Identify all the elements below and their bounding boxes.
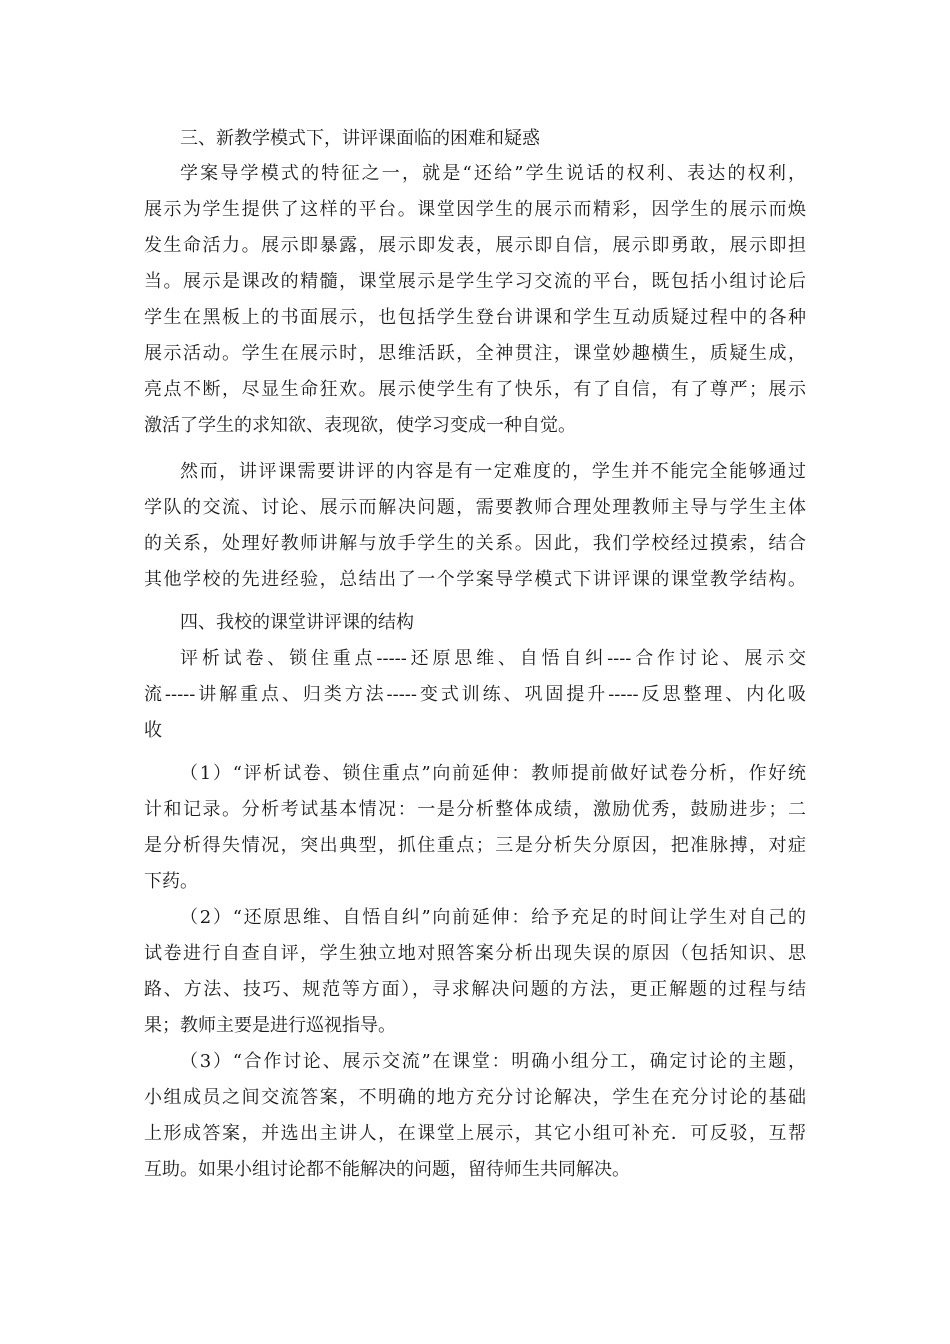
- section-heading-4: 四、我校的课堂讲评课的结构: [180, 612, 414, 633]
- paragraph-line: 上形成答案，并选出主讲人，在课堂上展示，其它小组可补充．可反驳，互帮: [144, 1123, 806, 1144]
- paragraph-line: 计和记录。分析考试基本情况：一是分析整体成绩，激励优秀，鼓励进步；二: [144, 799, 806, 820]
- paragraph-line: 下药。: [144, 871, 198, 892]
- paragraph-line: 评析试卷、锁住重点-----还原思维、自悟自纠----合作讨论、展示交: [180, 648, 806, 669]
- paragraph-line: 是分析得失情况，突出典型，抓住重点；三是分析失分原因，把准脉搏，对症: [144, 835, 806, 856]
- paragraph-line: 学案导学模式的特征之一，就是“还给”学生说话的权利、表达的权利，: [180, 163, 806, 184]
- paragraph-line: 亮点不断，尽显生命狂欢。展示使学生有了快乐，有了自信，有了尊严；展示: [144, 379, 806, 400]
- paragraph-line: （2）“还原思维、自悟自纠”向前延伸：给予充足的时间让学生对自己的: [180, 907, 806, 928]
- paragraph-line: 其他学校的先进经验，总结出了一个学案导学模式下讲评课的课堂教学结构。: [144, 569, 806, 590]
- paragraph-line: （3）“合作讨论、展示交流”在课堂：明确小组分工，确定讨论的主题，: [180, 1051, 806, 1072]
- paragraph-line: 的关系，处理好教师讲解与放手学生的关系。因此，我们学校经过摸索，结合: [144, 533, 806, 554]
- paragraph-line: 小组成员之间交流答案，不明确的地方充分讨论解决，学生在充分讨论的基础: [144, 1087, 806, 1108]
- paragraph-line: 发生命活力。展示即暴露，展示即发表，展示即自信，展示即勇敢，展示即担: [144, 235, 806, 256]
- paragraph-line: 流-----讲解重点、归类方法-----变式训练、巩固提升-----反思整理、内化吸: [144, 684, 806, 705]
- paragraph-line: 路、方法、技巧、规范等方面），寻求解决问题的方法，更正解题的过程与结: [144, 979, 806, 1000]
- paragraph-line: 互助。如果小组讨论都不能解决的问题，留待师生共同解决。: [144, 1159, 630, 1180]
- paragraph-line: 学生在黑板上的书面展示，也包括学生登台讲课和学生互动质疑过程中的各种: [144, 307, 806, 328]
- paragraph-line: 展示为学生提供了这样的平台。课堂因学生的展示而精彩，因学生的展示而焕: [144, 199, 806, 220]
- paragraph-line: （1）“评析试卷、锁住重点”向前延伸：教师提前做好试卷分析，作好统: [180, 763, 806, 784]
- paragraph-line: 激活了学生的求知欲、表现欲，使学习变成一种自觉。: [144, 415, 576, 436]
- paragraph-line: 收: [144, 720, 162, 741]
- paragraph-line: 展示活动。学生在展示时，思维活跃，全神贯注，课堂妙趣横生，质疑生成，: [144, 343, 806, 364]
- paragraph-line: 然而，讲评课需要讲评的内容是有一定难度的，学生并不能完全能够通过: [180, 461, 806, 482]
- paragraph-line: 当。展示是课改的精髓，课堂展示是学生学习交流的平台，既包括小组讨论后: [144, 271, 806, 292]
- paragraph-line: 学队的交流、讨论、展示而解决问题，需要教师合理处理教师主导与学生主体: [144, 497, 806, 518]
- paragraph-line: 试卷进行自查自评，学生独立地对照答案分析出现失误的原因（包括知识、思: [144, 943, 806, 964]
- paragraph-line: 果；教师主要是进行巡视指导。: [144, 1015, 396, 1036]
- section-heading-3: 三、新教学模式下，讲评课面临的困难和疑惑: [180, 128, 540, 149]
